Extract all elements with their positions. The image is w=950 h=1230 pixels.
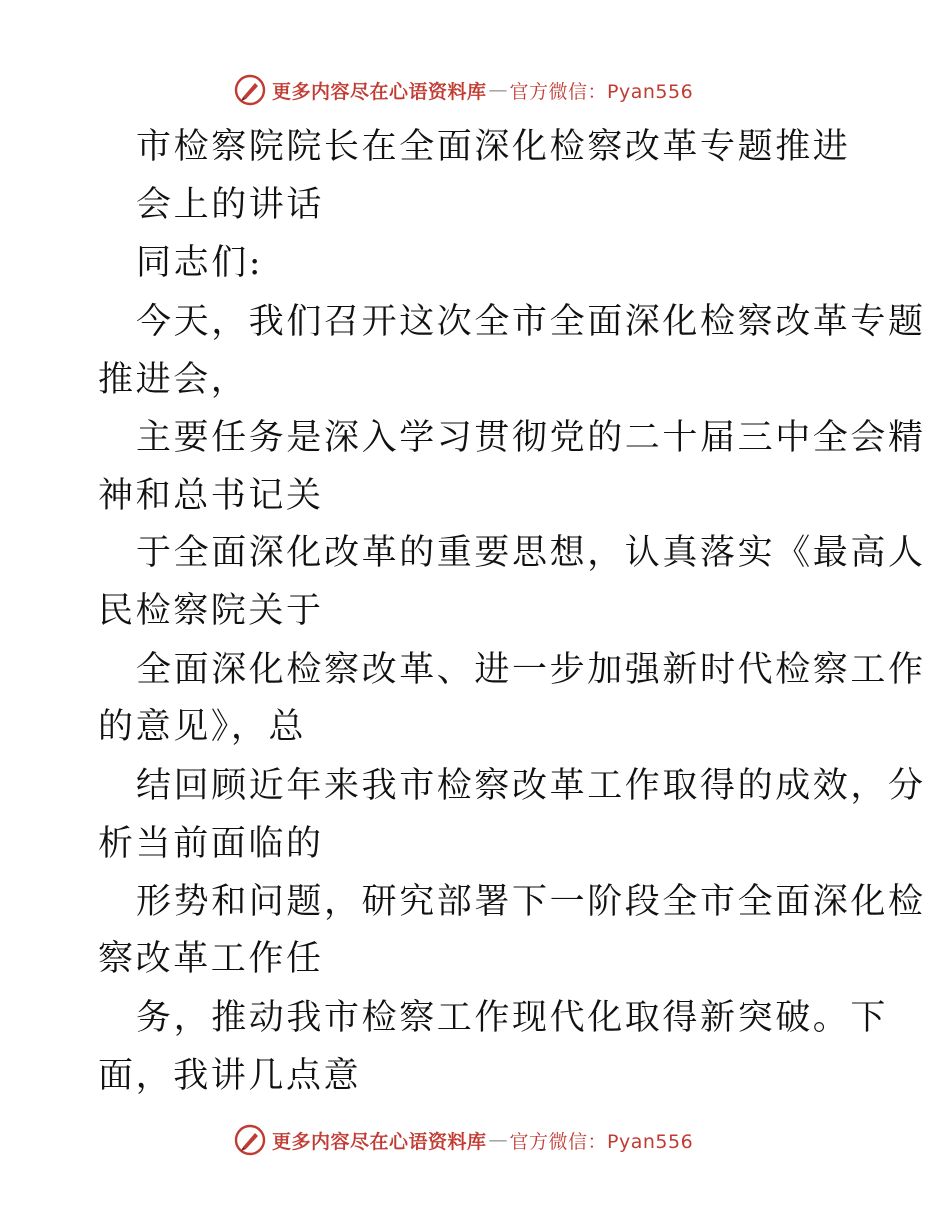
watermark-contact: 官方微信：Pyan556 <box>509 80 694 103</box>
watermark-contact: 官方微信：Pyan556 <box>509 1130 694 1153</box>
paragraph-line: 神和总书记关 <box>98 476 324 516</box>
paragraph-line: 面，我讲几点意 <box>98 1056 362 1096</box>
paragraph-line: 结回顾近年来我市检察改革工作取得的成效，分 <box>136 766 926 806</box>
paragraph-line: 务，推动我市检察工作现代化取得新突破。下 <box>136 998 889 1038</box>
watermark-site-text: 更多内容尽在心语资料库 <box>272 1130 487 1153</box>
quill-pen-logo-icon <box>234 1124 266 1156</box>
paragraph-line: 今天，我们召开这次全市全面深化检察改革专题 <box>136 302 926 342</box>
header-watermark <box>234 72 693 108</box>
watermark-separator: — <box>488 79 508 101</box>
paragraph-line: 析当前面临的 <box>98 824 324 864</box>
watermark-site-text: 更多内容尽在心语资料库 <box>272 80 487 103</box>
paragraph-line: 形势和问题，研究部署下一阶段全市全面深化检 <box>136 882 926 922</box>
paragraph-line: 的意见》，总 <box>98 707 307 747</box>
document-title-line-2: 会上的讲话 <box>136 185 325 225</box>
paragraph-line: 推进会， <box>98 360 249 400</box>
document-title-line-1: 市检察院院长在全面深化检察改革专题推进 <box>136 127 851 167</box>
watermark-separator: — <box>488 1129 508 1151</box>
quill-pen-logo-icon <box>234 74 266 106</box>
paragraph-line: 于全面深化改革的重要思想，认真落实《最高人 <box>136 533 926 573</box>
paragraph-line: 全面深化检察改革、进一步加强新时代检察工作 <box>136 650 926 690</box>
paragraph-line: 察改革工作任 <box>98 939 324 979</box>
paragraph-line: 主要任务是深入学习贯彻党的二十届三中全会精 <box>136 418 926 458</box>
paragraph-line: 民检察院关于 <box>98 591 324 631</box>
footer-watermark <box>234 1122 693 1158</box>
salutation: 同志们: <box>136 243 264 283</box>
